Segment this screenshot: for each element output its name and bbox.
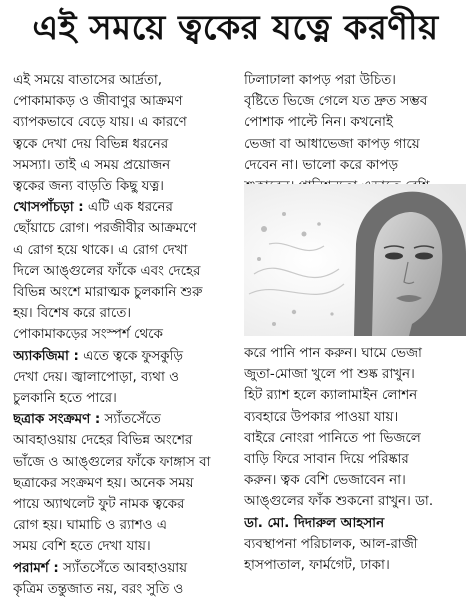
text-line: বৃষ্টিতে ভিজে গেলে যত দ্রুত সম্ভব xyxy=(244,94,428,110)
line-text: পোকামাকড় ও জীবাণুর আক্রমণ xyxy=(13,94,183,110)
line-text: হয়। বিশেষ করে রাতে। xyxy=(13,306,132,322)
line-text: ব্যাপকভাবে বেড়ে যায়। এ কারণে xyxy=(13,115,187,131)
text-line xyxy=(244,407,466,428)
line-text: এ রোগ হয়ে থাকে। এ রোগ দেখা xyxy=(13,242,188,258)
text-line xyxy=(13,261,235,282)
line-text: ত্বকে দেখা দেয় বিভিন্ন ধরনের xyxy=(13,136,169,152)
right-column-top xyxy=(244,70,466,197)
line-text: কৃত্রিম তন্তুজাত নয়, বরং সুতি ও xyxy=(13,581,184,597)
text-line xyxy=(244,513,466,534)
line-text: করুন। ত্বক বেশি ভেজাবেন না। xyxy=(244,473,406,489)
line-text: জুতা-মোজা খুলে পা শুষ্ক রাখুন। xyxy=(244,367,415,383)
line-text: রোগ হয়। ঘামাচি ও র‍্যাশও এ xyxy=(13,518,167,534)
line-text: ডা. মো. দিদারুল আহসান xyxy=(244,515,385,531)
text-line: দেবেন না। ভালো করে কাপড় xyxy=(244,157,399,173)
line-text: সময় বেশি হতে দেখা যায়। xyxy=(13,539,151,555)
line-text: ছত্রাকের সংক্রমণ হয়। অনেক সময় xyxy=(13,475,194,491)
line-text: পায়ে অ্যাথলেট ফুট নামক ত্বকের xyxy=(13,497,185,513)
text-line xyxy=(13,346,235,367)
text-line xyxy=(13,579,235,600)
text-line xyxy=(244,470,466,491)
line-text: পোকামাকড়ের সংস্পর্শ থেকে xyxy=(13,327,163,343)
text-line xyxy=(13,473,235,494)
line-text: ভাঁজে ও আঙ্গুলের ফাঁকে ফাঙ্গাস বা xyxy=(13,454,211,470)
text-line xyxy=(244,385,466,406)
text-line xyxy=(13,282,235,303)
line-text: আঙ্গুলের ফাঁক শুকনো রাখুন। ডা. xyxy=(244,494,434,510)
section-term: খোসপাঁচড়া : xyxy=(13,200,84,216)
right-column-bottom xyxy=(244,343,466,576)
line-text: বিভিন্ন অংশে মারাত্মক চুলকানি শুরু xyxy=(13,285,203,301)
line-text: বাড়ি ফিরে সাবান দিয়ে পরিষ্কার xyxy=(244,452,409,468)
line-text: দিলে আঙ্গুলের ফাঁকে এবং দেহের xyxy=(13,263,201,279)
line-text: করে পানি পান করুন। ঘামে ভেজা xyxy=(244,346,422,361)
text-line: ঢিলাঢালা কাপড় পরা উচিত। xyxy=(244,73,396,88)
line-text: দেখা দেয়। জ্বালাপোড়া, ব্যথা ও xyxy=(13,369,179,385)
line-text: ত্বকের জন্য বাড়তি কিছু যত্ন। xyxy=(13,179,164,195)
text-line xyxy=(244,534,466,555)
text-line xyxy=(13,367,235,388)
text-line xyxy=(244,364,466,385)
text-line xyxy=(13,112,235,133)
text-line xyxy=(13,494,235,515)
line-text: সমস্যা। তাই এ সময় প্রয়োজন xyxy=(13,157,171,173)
text-line xyxy=(244,555,466,576)
line-text: ব্যবস্থাপনা পরিচালক, আল-রাজী xyxy=(244,536,418,552)
text-line xyxy=(13,197,235,218)
line-text: এতে ত্বকে ফুসকুড়ি xyxy=(78,348,183,364)
section-term: পরামর্শ : xyxy=(13,560,59,576)
text-line xyxy=(13,176,235,197)
line-text: চুলকানি হতে পারে। xyxy=(13,391,117,407)
left-column xyxy=(13,70,235,600)
text-line: ভেজা বা আধাভেজা কাপড় গায়ে xyxy=(244,136,420,152)
line-text: স্যাঁতসেঁতে আবহাওয়ায় xyxy=(58,560,188,576)
headline: এই সময়ে ত্বকের যত্নে করণীয় xyxy=(32,7,439,48)
line-text: ছোঁয়াচে রোগ। পরজীবীর আক্রমণে xyxy=(13,221,197,237)
text-line xyxy=(244,449,466,470)
line-text: এই সময়ে বাতাসের আর্দ্রতা, xyxy=(13,73,163,88)
line-text: হাসপাতাল, ফার্মগেট, ঢাকা। xyxy=(244,558,390,574)
text-line xyxy=(13,240,235,261)
text-line xyxy=(244,491,466,512)
section-term: ছত্রাক সংক্রমণ : xyxy=(13,412,101,428)
text-line xyxy=(13,430,235,451)
text-line xyxy=(13,558,235,579)
line-text: বাইরে নোংরা পানিতে পা ভিজলে xyxy=(244,430,421,446)
text-line xyxy=(13,134,235,155)
text-line xyxy=(13,515,235,536)
text-line xyxy=(13,303,235,324)
section-term: অ্যাকজিমা : xyxy=(13,348,79,364)
text-line xyxy=(13,452,235,473)
text-line xyxy=(13,91,235,112)
text-line xyxy=(13,324,235,345)
line-text: স্যাঁতসেঁতে xyxy=(100,412,161,428)
text-line xyxy=(13,70,235,91)
text-line xyxy=(13,388,235,409)
woman-face-photo xyxy=(244,184,466,336)
text-line xyxy=(13,218,235,239)
line-text: ব্যবহারে উপকার পাওয়া যায়। xyxy=(244,409,399,425)
line-text: এটি এক ধরনের xyxy=(83,200,173,216)
text-line xyxy=(13,155,235,176)
text-line xyxy=(13,409,235,430)
line-text: হিট র‍্যাশ হলে ক্যালামাইন লোশন xyxy=(244,388,418,404)
text-line: পোশাক পাল্টে নিন। কখনোই xyxy=(244,115,393,131)
text-line xyxy=(13,536,235,557)
line-text: আবহাওয়ায় দেহের বিভিন্ন অংশের xyxy=(13,433,193,449)
text-line xyxy=(244,428,466,449)
text-line xyxy=(244,343,466,364)
